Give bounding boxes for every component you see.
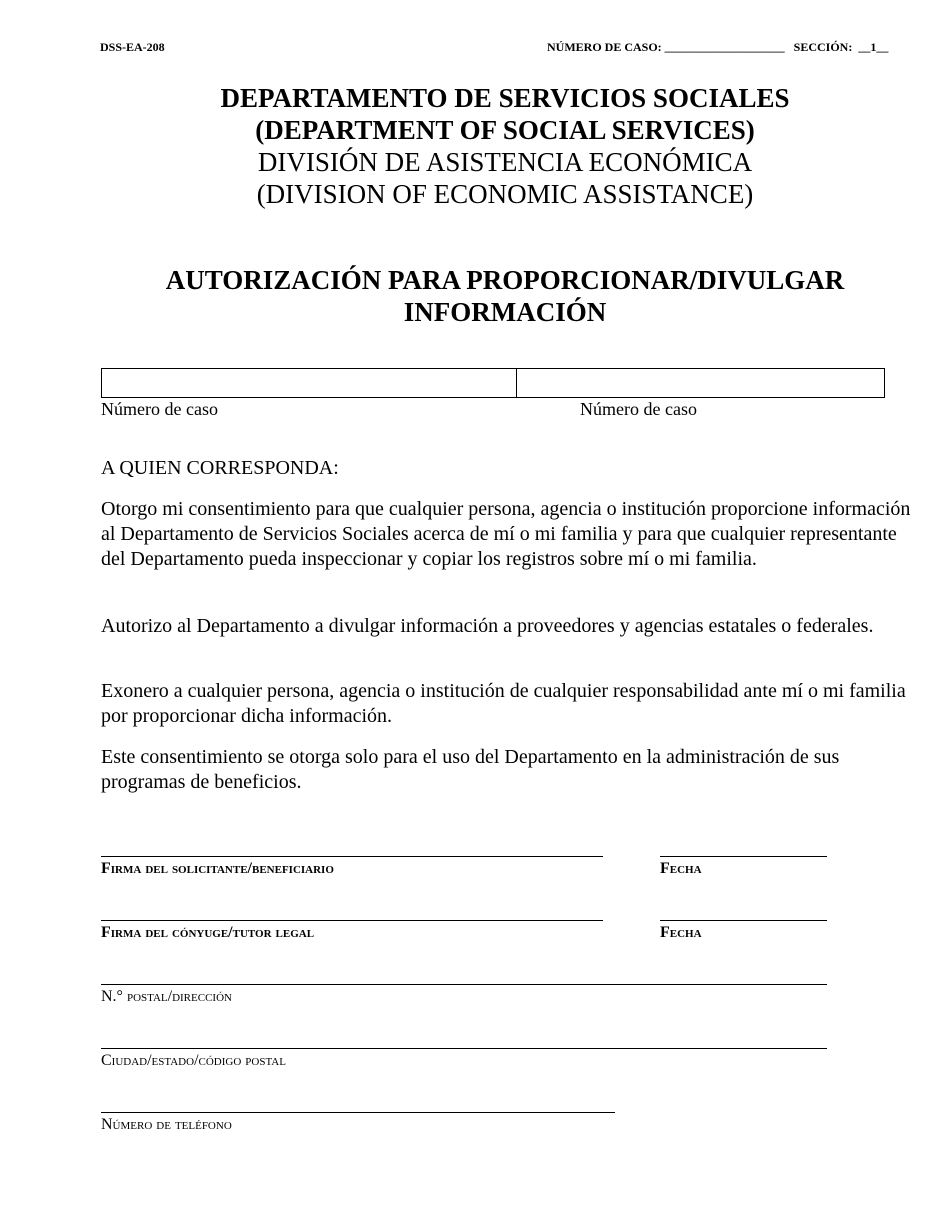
header-case-section (547, 40, 888, 55)
form-title-line1: AUTORIZACIÓN PARA PROPORCIONAR/DIVULGAR (165, 265, 845, 295)
consent-paragraph-4: Este consentimiento se otorga solo para el uso del Departamento en la administración de sus programas de beneficios. (101, 746, 840, 793)
form-title-line2: INFORMACIÓN (403, 297, 607, 327)
applicant-date-label: Fecha (660, 860, 702, 877)
form-id: DSS-EA-208 (100, 40, 165, 54)
applicant-signature-line[interactable] (101, 856, 603, 857)
spouse-date-label: Fecha (660, 924, 702, 941)
header-case-label: NÚMERO DE CASO: (547, 40, 662, 54)
division-title-en: (DIVISION OF ECONOMIC ASSISTANCE) (256, 179, 754, 209)
case-number-field-1[interactable] (101, 368, 517, 398)
spouse-signature-label: Firma del cónyuge/tutor legal (101, 924, 315, 941)
applicant-date-line[interactable] (660, 856, 827, 857)
consent-paragraph-3: Exonero a cualquier persona, agencia o institución de cualquier responsabilidad ante mí o mi familia por proporcionar dicha información. (101, 680, 906, 727)
form-title (0, 264, 950, 328)
agency-titles (0, 82, 950, 210)
spouse-signature-line[interactable] (101, 920, 603, 921)
consent-paragraph-1: Otorgo mi consentimiento para que cualquier persona, agencia o institución proporcione información al Departamento de Servicios Sociales acerca de mí o mi familia y para que cualquier representante del Departamento pueda inspeccionar y copiar los registros sobre mí o mi familia. (101, 498, 911, 570)
dept-title-en: (DEPARTMENT OF SOCIAL SERVICES) (255, 115, 755, 145)
case-number-label-2: Número de caso (580, 399, 697, 419)
applicant-signature-label: Firma del solicitante/beneficiario (101, 860, 334, 877)
phone-line[interactable] (101, 1112, 615, 1113)
city-state-zip-label: Ciudad/estado/código postal (101, 1052, 286, 1069)
address-label: N.° postal/dirección (101, 988, 232, 1005)
address-line[interactable] (101, 984, 827, 985)
case-number-field-2[interactable] (516, 368, 885, 398)
header-case-input[interactable]: ____________________ (664, 40, 785, 54)
header-section-value: __1__ (858, 40, 889, 54)
division-title-es: DIVISIÓN DE ASISTENCIA ECONÓMICA (257, 147, 753, 177)
consent-paragraph-2: Autorizo al Departamento a divulgar información a proveedores y agencias estatales o federales. (101, 615, 874, 637)
header-section-label: SECCIÓN: (793, 40, 853, 54)
city-state-zip-line[interactable] (101, 1048, 827, 1049)
dept-title-es: DEPARTAMENTO DE SERVICIOS SOCIALES (220, 83, 790, 113)
case-number-label-1: Número de caso (101, 399, 218, 419)
phone-label: Número de teléfono (101, 1116, 232, 1133)
salutation: A QUIEN CORRESPONDA: (101, 457, 339, 479)
spouse-date-line[interactable] (660, 920, 827, 921)
